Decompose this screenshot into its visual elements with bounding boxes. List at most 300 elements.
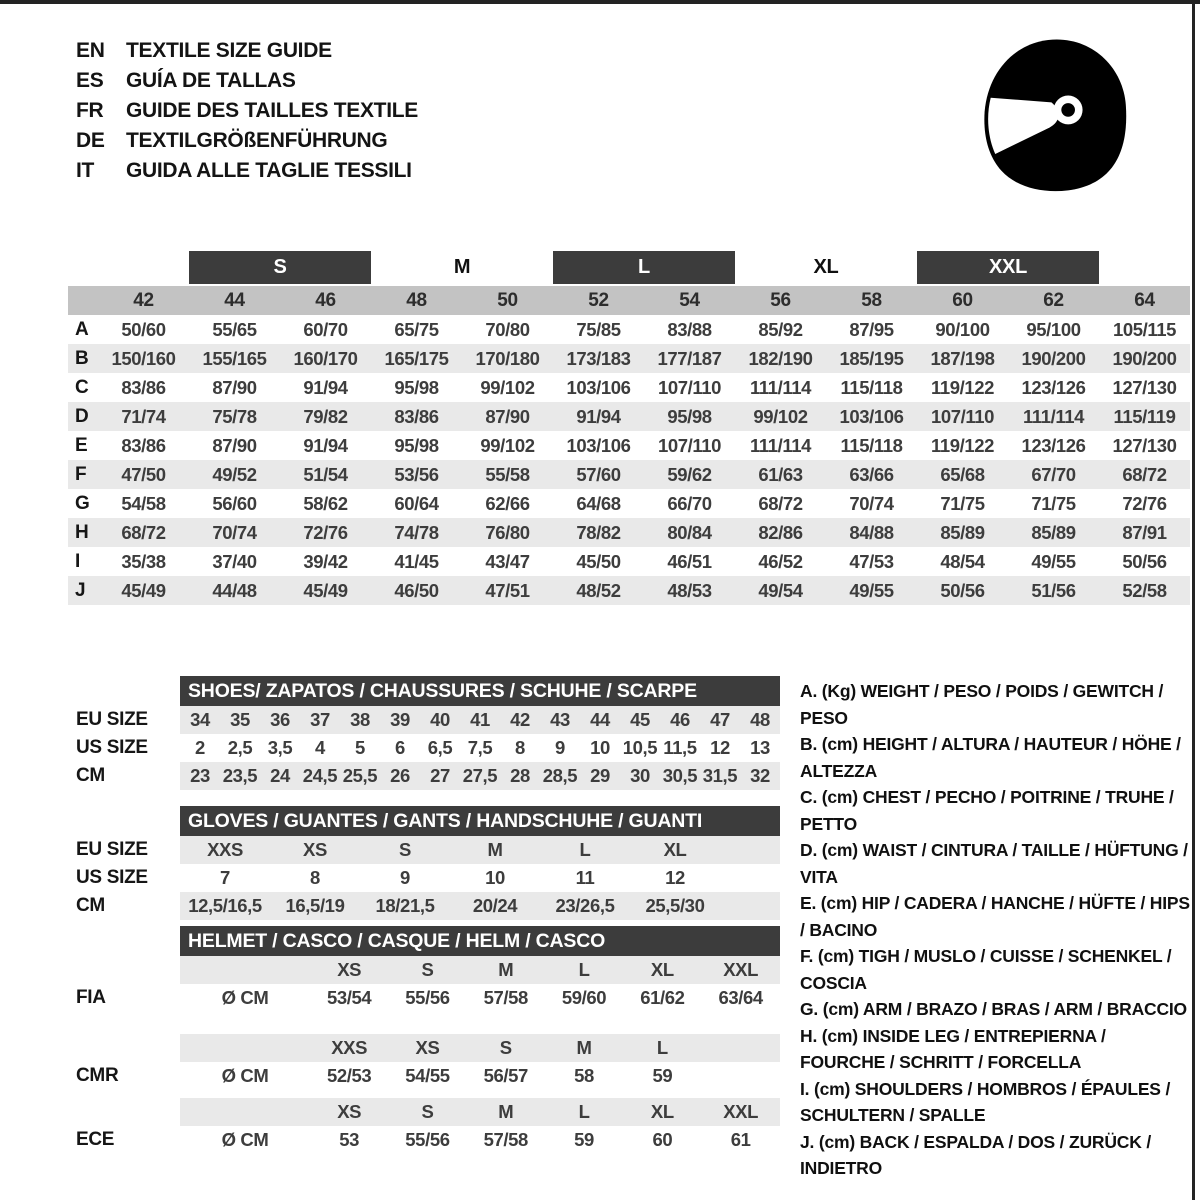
size-cell: 10,5 (622, 737, 658, 758)
table-row (68, 864, 780, 892)
gloves-section (68, 806, 780, 920)
size-cell: 29 (590, 765, 610, 786)
helmet-size-label: S (499, 1037, 512, 1058)
size-cell: 49/55 (1031, 550, 1076, 572)
size-cell: 31,5 (702, 765, 738, 786)
size-cell: 95/100 (1026, 318, 1081, 340)
language-code: IT (76, 159, 95, 182)
size-cell: 87/90 (212, 376, 257, 398)
size-cell: 84/88 (849, 521, 894, 543)
size-cell: 42 (510, 709, 530, 730)
row-label: CM (76, 765, 105, 786)
size-cell: 58 (574, 1065, 594, 1086)
size-cell: 59 (574, 1129, 594, 1150)
size-cell: 51/56 (1031, 579, 1076, 601)
size-cell: 65/68 (940, 463, 985, 485)
size-cell: 111/114 (1022, 405, 1084, 427)
size-cell: 68/72 (758, 492, 803, 514)
right-border-line (1192, 0, 1195, 1200)
size-cell: 7,5 (467, 737, 493, 758)
language-item (76, 36, 418, 66)
table-row (68, 489, 1190, 518)
column-header-cell: 46 (315, 289, 336, 311)
size-cell: 57/58 (483, 987, 528, 1008)
size-cell: 45/49 (121, 579, 166, 601)
size-cell: 74/78 (394, 521, 439, 543)
diameter-unit-label: Ø CM (221, 987, 269, 1008)
size-cell: 61/62 (640, 987, 685, 1008)
legend-item: H. (cm) INSIDE LEG / ENTREPIERNA / FOURCHE / SCHRITT / FORCELLA (800, 1025, 1106, 1072)
size-cell: 12 (665, 867, 685, 888)
language-code: EN (76, 39, 105, 62)
size-cell: 123/126 (1021, 376, 1086, 398)
helmet-size-label: XS (415, 1037, 440, 1058)
size-cell: 87/90 (485, 405, 530, 427)
language-code: ES (76, 69, 104, 92)
size-cell: 49/55 (849, 579, 894, 601)
size-cell: 107/110 (657, 376, 722, 398)
spacer (68, 956, 180, 984)
language-title: GUIDA ALLE TAGLIE TESSILI (126, 159, 412, 182)
row-label: US SIZE (76, 867, 148, 888)
size-cell: 35/38 (121, 550, 166, 572)
row-label: J (75, 579, 86, 601)
helmet-size-header-row (68, 1098, 780, 1126)
helmet-value-row (68, 1062, 780, 1090)
top-border-line (0, 0, 1200, 4)
size-cell: 70/74 (849, 492, 894, 514)
size-cell: 34 (190, 709, 210, 730)
size-cell: 50/56 (940, 579, 985, 601)
size-cell: 27,5 (462, 765, 498, 786)
size-cell: 53/54 (327, 987, 372, 1008)
row-label: B (75, 347, 89, 369)
size-cell: 47/50 (121, 463, 166, 485)
size-cell: 119/122 (930, 376, 995, 398)
size-cell: 44 (590, 709, 610, 730)
row-label: US SIZE (76, 737, 148, 758)
size-cell: XS (303, 839, 327, 860)
language-item (76, 156, 418, 186)
helmet-size-label: L (656, 1037, 668, 1058)
table-row (68, 431, 1190, 460)
legend-item: G. (cm) ARM / BRAZO / BRAS / ARM / BRACCIO (800, 999, 1187, 1019)
size-cell: 55/58 (485, 463, 530, 485)
table-row (68, 836, 780, 864)
size-cell: 177/187 (657, 347, 722, 369)
size-cell: 57/58 (483, 1129, 528, 1150)
size-cell: 67/70 (1031, 463, 1076, 485)
helmet-section (68, 926, 780, 1154)
shoes-header-row (68, 676, 780, 706)
helmet-header-row (68, 926, 780, 956)
size-cell: 185/195 (839, 347, 904, 369)
row-label: A (75, 318, 89, 340)
size-cell: 87/95 (849, 318, 894, 340)
size-cell: 61 (730, 1129, 751, 1150)
size-cell: 83/86 (394, 405, 439, 427)
column-header-cell: 52 (588, 289, 609, 311)
size-cell: 25,5 (342, 765, 378, 786)
row-stripe (180, 1126, 780, 1154)
size-cell: 52/53 (327, 1065, 372, 1086)
row-stripe (180, 1062, 780, 1090)
language-title: TEXTILE SIZE GUIDE (126, 39, 332, 62)
size-cell: 80/84 (667, 521, 712, 543)
size-cell: 59/62 (667, 463, 712, 485)
size-cell: 190/200 (1021, 347, 1086, 369)
size-cell: 95/98 (394, 376, 439, 398)
size-cell: 54/58 (121, 492, 166, 514)
helmet-value-row (68, 984, 780, 1012)
size-cell: 63/66 (849, 463, 894, 485)
size-cell: 23,5 (222, 765, 258, 786)
row-stripe (180, 984, 780, 1012)
column-header-cell: 56 (770, 289, 791, 311)
size-cell: 3,5 (267, 737, 293, 758)
gloves-header-row (68, 806, 780, 836)
size-cell: 30,5 (662, 765, 698, 786)
spacer (68, 1098, 180, 1126)
size-cell: 58/62 (303, 492, 348, 514)
size-cell: 111/114 (749, 376, 811, 398)
row-stripe (180, 956, 780, 984)
size-cell: 99/102 (753, 405, 808, 427)
size-cell: 75/85 (576, 318, 621, 340)
size-cell: 103/106 (566, 376, 631, 398)
legend-item: B. (cm) HEIGHT / ALTURA / HAUTEUR / HÖHE / ALTEZZA (800, 734, 1181, 781)
size-cell: 6,5 (427, 737, 453, 758)
helmet-size-header-row (68, 956, 780, 984)
size-group-s: S (189, 251, 371, 284)
size-cell: 170/180 (475, 347, 540, 369)
row-label: EU SIZE (76, 709, 148, 730)
size-cell: 53/56 (394, 463, 439, 485)
size-cell: 24,5 (302, 765, 338, 786)
row-stripe (180, 836, 780, 864)
size-cell: 187/198 (930, 347, 995, 369)
size-cell: 107/110 (930, 405, 995, 427)
size-cell: M (487, 839, 503, 860)
size-cell: 12 (710, 737, 730, 758)
helmet-size-label: S (421, 1101, 434, 1122)
size-cell: 36 (270, 709, 290, 730)
size-cell: S (399, 839, 411, 860)
row-label: H (75, 521, 89, 543)
size-cell: 39 (390, 709, 410, 730)
legend-item: E. (cm) HIP / CADERA / HANCHE / HÜFTE / HIPS / BACINO (800, 893, 1190, 940)
helmet-size-label: L (578, 959, 590, 980)
size-cell: 48/53 (667, 579, 712, 601)
size-cell: 24 (270, 765, 290, 786)
size-cell: 95/98 (394, 434, 439, 456)
legend-item: I. (cm) SHOULDERS / HOMBROS / ÉPAULES / SCHULTERN / SPALLE (800, 1078, 1171, 1125)
language-code: DE (76, 129, 105, 152)
language-title-list (76, 36, 418, 186)
size-cell: 13 (750, 737, 770, 758)
shoes-rows (68, 706, 780, 790)
size-cell: 11 (575, 867, 595, 888)
language-item (76, 126, 418, 156)
textile-size-table (68, 251, 1190, 605)
size-cell: 43/47 (485, 550, 530, 572)
size-cell: 83/86 (121, 376, 166, 398)
norm-label-ece: ECE (76, 1129, 115, 1150)
column-header-cell: 60 (952, 289, 973, 311)
table-row (68, 892, 780, 920)
size-cell: 87/90 (212, 434, 257, 456)
size-cell: 115/118 (840, 376, 903, 398)
size-cell: 59 (652, 1065, 673, 1086)
legend-item: A. (Kg) WEIGHT / PESO / POIDS / GEWITCH / PESO (800, 681, 1164, 728)
column-header-cell: 48 (406, 289, 427, 311)
size-cell: 160/170 (293, 347, 358, 369)
size-cell: 25,5/30 (645, 895, 705, 916)
table-row (68, 344, 1190, 373)
size-cell: 105/115 (1112, 318, 1177, 340)
size-cell: 61/63 (758, 463, 803, 485)
legend-item: F. (cm) TIGH / MUSLO / CUISSE / SCHENKEL / COSCIA (800, 946, 1172, 993)
size-cell: 47/51 (485, 579, 530, 601)
size-cell: 47 (710, 709, 730, 730)
size-cell: 27 (430, 765, 450, 786)
helmet-value-row (68, 1126, 780, 1154)
size-group-header-row (68, 251, 1190, 286)
size-cell: 50/60 (121, 318, 166, 340)
size-cell: 72/76 (1122, 492, 1167, 514)
size-cell: 10 (590, 737, 610, 758)
size-cell: 71/75 (1031, 492, 1076, 514)
row-stripe (180, 734, 780, 762)
size-cell: 75/78 (212, 405, 257, 427)
size-cell: 5 (355, 737, 365, 758)
size-cell: 115/119 (1113, 405, 1176, 427)
language-item (76, 66, 418, 96)
size-cell: 91/94 (303, 434, 348, 456)
size-cell: 40 (430, 709, 450, 730)
size-cell: 60 (652, 1129, 673, 1150)
size-cell: 111/114 (749, 434, 811, 456)
table-row (68, 576, 1190, 605)
size-cell: 38 (350, 709, 370, 730)
helmet-size-label: XXL (723, 959, 759, 980)
size-cell: XXS (207, 839, 243, 860)
size-cell: 115/118 (840, 434, 903, 456)
table-row (68, 460, 1190, 489)
norm-label-fia: FIA (76, 987, 106, 1008)
shoes-section (68, 676, 780, 790)
size-cell: 51/54 (303, 463, 348, 485)
table-row (68, 762, 780, 790)
spacer (68, 926, 180, 956)
size-cell: 155/165 (202, 347, 267, 369)
row-stripe (180, 892, 780, 920)
table-row (68, 402, 1190, 431)
size-cell: 83/86 (121, 434, 166, 456)
spacer (68, 676, 180, 706)
size-cell: 50/56 (1122, 550, 1167, 572)
size-cell: 85/89 (1031, 521, 1076, 543)
size-group-xl: XL (813, 256, 839, 278)
row-stripe (180, 864, 780, 892)
language-title: TEXTILGRÖßENFÜHRUNG (126, 129, 388, 152)
size-cell: 68/72 (121, 521, 166, 543)
helmet-size-label: L (578, 1101, 590, 1122)
row-label: E (75, 434, 88, 456)
size-cell: 30 (630, 765, 650, 786)
helmet-size-label: XXL (723, 1101, 759, 1122)
size-group-m: M (453, 256, 471, 278)
size-cell: 11,5 (663, 737, 697, 758)
size-cell: 103/106 (839, 405, 904, 427)
size-cell: 56/60 (212, 492, 257, 514)
column-header-cell: 64 (1134, 289, 1155, 311)
helmet-size-header-row (68, 1034, 780, 1062)
size-cell: 45/49 (303, 579, 348, 601)
shoes-header-bar: SHOES/ ZAPATOS / CHAUSSURES / SCHUHE / SCARPE (180, 676, 780, 706)
size-cell: 68/72 (1122, 463, 1167, 485)
helmet-size-label: M (498, 1101, 514, 1122)
language-title: GUIDE DES TAILLES TEXTILE (126, 99, 418, 122)
size-cell: 85/89 (940, 521, 985, 543)
size-cell: 127/130 (1112, 376, 1177, 398)
size-cell: 26 (390, 765, 410, 786)
size-cell: 20/24 (472, 895, 518, 916)
size-cell: 91/94 (576, 405, 621, 427)
size-cell: 43 (550, 709, 570, 730)
size-cell: 46/52 (758, 550, 803, 572)
row-stripe (180, 706, 780, 734)
textile-size-rows (68, 315, 1190, 605)
size-cell: 45 (630, 709, 650, 730)
size-cell: 71/75 (940, 492, 985, 514)
table-row (68, 518, 1190, 547)
helmet-rows (68, 956, 780, 1154)
row-label: EU SIZE (76, 839, 148, 860)
diameter-unit-label: Ø CM (221, 1065, 269, 1086)
size-cell: 10 (485, 867, 505, 888)
size-cell: 79/82 (303, 405, 348, 427)
size-cell: 90/100 (935, 318, 990, 340)
size-cell: 60/64 (394, 492, 439, 514)
column-header-cell: 44 (224, 289, 245, 311)
size-cell: 72/76 (303, 521, 348, 543)
row-stripe (180, 762, 780, 790)
column-header-cell: 50 (497, 289, 518, 311)
row-label: F (75, 463, 87, 485)
size-cell: 41/45 (394, 550, 439, 572)
size-cell: 66/70 (667, 492, 712, 514)
size-columns-header-row (68, 286, 1190, 315)
gloves-rows (68, 836, 780, 920)
spacer (68, 806, 180, 836)
size-cell: 56/57 (483, 1065, 528, 1086)
table-row (68, 315, 1190, 344)
helmet-size-label: XL (650, 959, 674, 980)
column-header-cell: 54 (679, 289, 700, 311)
size-group-l: L (553, 251, 735, 284)
size-cell: 150/160 (111, 347, 176, 369)
size-cell: 35 (230, 709, 250, 730)
size-cell: 91/94 (303, 376, 348, 398)
row-label: G (75, 492, 90, 514)
diameter-unit-label: Ø CM (221, 1129, 269, 1150)
size-cell: 32 (750, 765, 770, 786)
size-cell: 47/53 (849, 550, 894, 572)
helmet-size-label: XXS (331, 1037, 368, 1058)
size-cell: 119/122 (930, 434, 995, 456)
size-cell: 23/26,5 (555, 895, 615, 916)
size-cell: 55/56 (405, 987, 450, 1008)
table-row (68, 547, 1190, 576)
size-cell: 83/88 (667, 318, 712, 340)
size-cell: 165/175 (384, 347, 449, 369)
size-cell: 55/65 (212, 318, 257, 340)
size-cell: 45/50 (576, 550, 621, 572)
size-cell: 63/64 (718, 987, 763, 1008)
language-title: GUÍA DE TALLAS (126, 69, 296, 92)
size-cell: 18/21,5 (375, 895, 435, 916)
legend-item: J. (cm) BACK / ESPALDA / DOS / ZURÜCK / INDIETRO (800, 1131, 1151, 1178)
size-cell: XL (663, 839, 687, 860)
size-cell: 70/74 (212, 521, 257, 543)
size-cell: 87/91 (1122, 521, 1167, 543)
helmet-size-label: M (498, 959, 514, 980)
size-cell: 60/70 (303, 318, 348, 340)
gloves-header-bar: GLOVES / GUANTES / GANTS / HANDSCHUHE / GUANTI (180, 806, 780, 836)
legend-item: D. (cm) WAIST / CINTURA / TAILLE / HÜFTUNG / VITA (800, 840, 1188, 887)
size-cell: 16,5/19 (285, 895, 345, 916)
size-cell: 46 (670, 709, 690, 730)
size-cell: 99/102 (480, 434, 535, 456)
size-cell: 53 (339, 1129, 360, 1150)
column-header-cell: 58 (861, 289, 882, 311)
size-cell: 173/183 (566, 347, 631, 369)
size-cell: 23 (190, 765, 210, 786)
language-item (76, 96, 418, 126)
size-cell: 2 (195, 737, 205, 758)
size-cell: 48/54 (940, 550, 985, 572)
norm-label-cmr: CMR (76, 1065, 119, 1086)
table-row (68, 373, 1190, 402)
size-cell: 99/102 (480, 376, 535, 398)
row-label: D (75, 405, 89, 427)
size-cell: 82/86 (758, 521, 803, 543)
size-cell: 107/110 (657, 434, 722, 456)
size-cell: 55/56 (405, 1129, 450, 1150)
helmet-size-label: XL (650, 1101, 674, 1122)
size-cell: 127/130 (1112, 434, 1177, 456)
size-cell: 49/52 (212, 463, 257, 485)
size-cell: 9 (400, 867, 410, 888)
size-cell: 52/58 (1122, 579, 1167, 601)
size-cell: 46/51 (667, 550, 712, 572)
size-cell: 48/52 (576, 579, 621, 601)
size-cell: 41 (470, 709, 490, 730)
size-cell: 123/126 (1021, 434, 1086, 456)
helmet-size-label: M (576, 1037, 592, 1058)
size-cell: 6 (395, 737, 405, 758)
size-cell: 190/200 (1112, 347, 1177, 369)
table-row (68, 734, 780, 762)
row-stripe (180, 1098, 780, 1126)
size-group-xxl: XXL (917, 251, 1099, 284)
size-cell: 103/106 (566, 434, 631, 456)
size-cell: 28 (510, 765, 530, 786)
size-cell: 62/66 (485, 492, 530, 514)
size-cell: 37/40 (212, 550, 257, 572)
size-cell: 76/80 (485, 521, 530, 543)
